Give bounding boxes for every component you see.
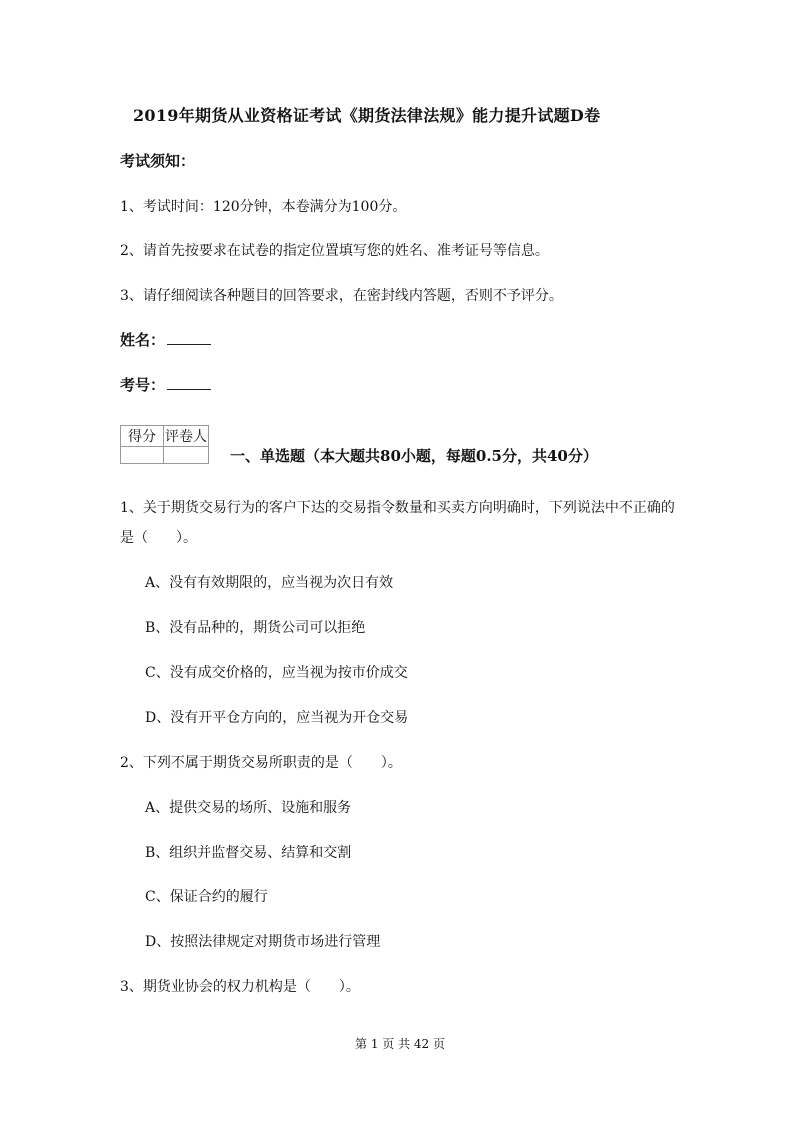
answer-option: B、组织并监督交易、结算和交割: [145, 845, 352, 861]
notice-item: 1、考试时间：120分钟，本卷满分为100分。: [120, 199, 407, 215]
score-table: [120, 425, 209, 464]
answer-option: D、按照法律规定对期货市场进行管理: [145, 934, 381, 950]
question-stem: 3、期货业协会的权力机构是（ ）。: [120, 979, 360, 995]
answer-option: D、没有开平仓方向的，应当视为开仓交易: [145, 710, 409, 726]
page-footer: 第 1 页 共 42 页: [355, 1037, 445, 1051]
grader-header: 评卷人: [164, 426, 209, 447]
document-title: 2019年期货从业资格证考试《期货法律法规》能力提升试题D卷: [133, 106, 601, 125]
name-blank: [167, 330, 211, 345]
score-header: 得分: [121, 426, 164, 447]
answer-option: A、没有有效期限的，应当视为次日有效: [145, 575, 394, 591]
notice-item: 3、请仔细阅读各种题目的回答要求，在密封线内答题，否则不予评分。: [120, 288, 563, 304]
name-field: [120, 329, 211, 350]
id-blank: [167, 375, 211, 390]
section-title: 一、单选题（本大题共80小题，每题0.5分，共40分）: [230, 447, 598, 465]
id-label: 考号：: [120, 376, 166, 394]
grader-cell: [164, 447, 209, 464]
score-cell: [121, 447, 164, 464]
question-stem: 2、下列不属于期货交易所职责的是（ ）。: [120, 755, 402, 771]
id-field: [120, 374, 211, 395]
answer-option: C、保证合约的履行: [145, 889, 268, 905]
notice-item: 2、请首先按要求在试卷的指定位置填写您的姓名、准考证号等信息。: [120, 243, 549, 259]
name-label: 姓名：: [120, 331, 166, 349]
answer-option: B、没有品种的，期货公司可以拒绝: [145, 620, 366, 636]
question-stem: 1、关于期货交易行为的客户下达的交易指令数量和买卖方向明确时，下列说法中不正确的: [120, 500, 675, 516]
answer-option: A、提供交易的场所、设施和服务: [145, 800, 352, 816]
notice-heading: 考试须知：: [120, 152, 196, 170]
question-stem-cont: 是（ ）。: [120, 530, 197, 546]
answer-option: C、没有成交价格的，应当视为按市价成交: [145, 665, 408, 681]
